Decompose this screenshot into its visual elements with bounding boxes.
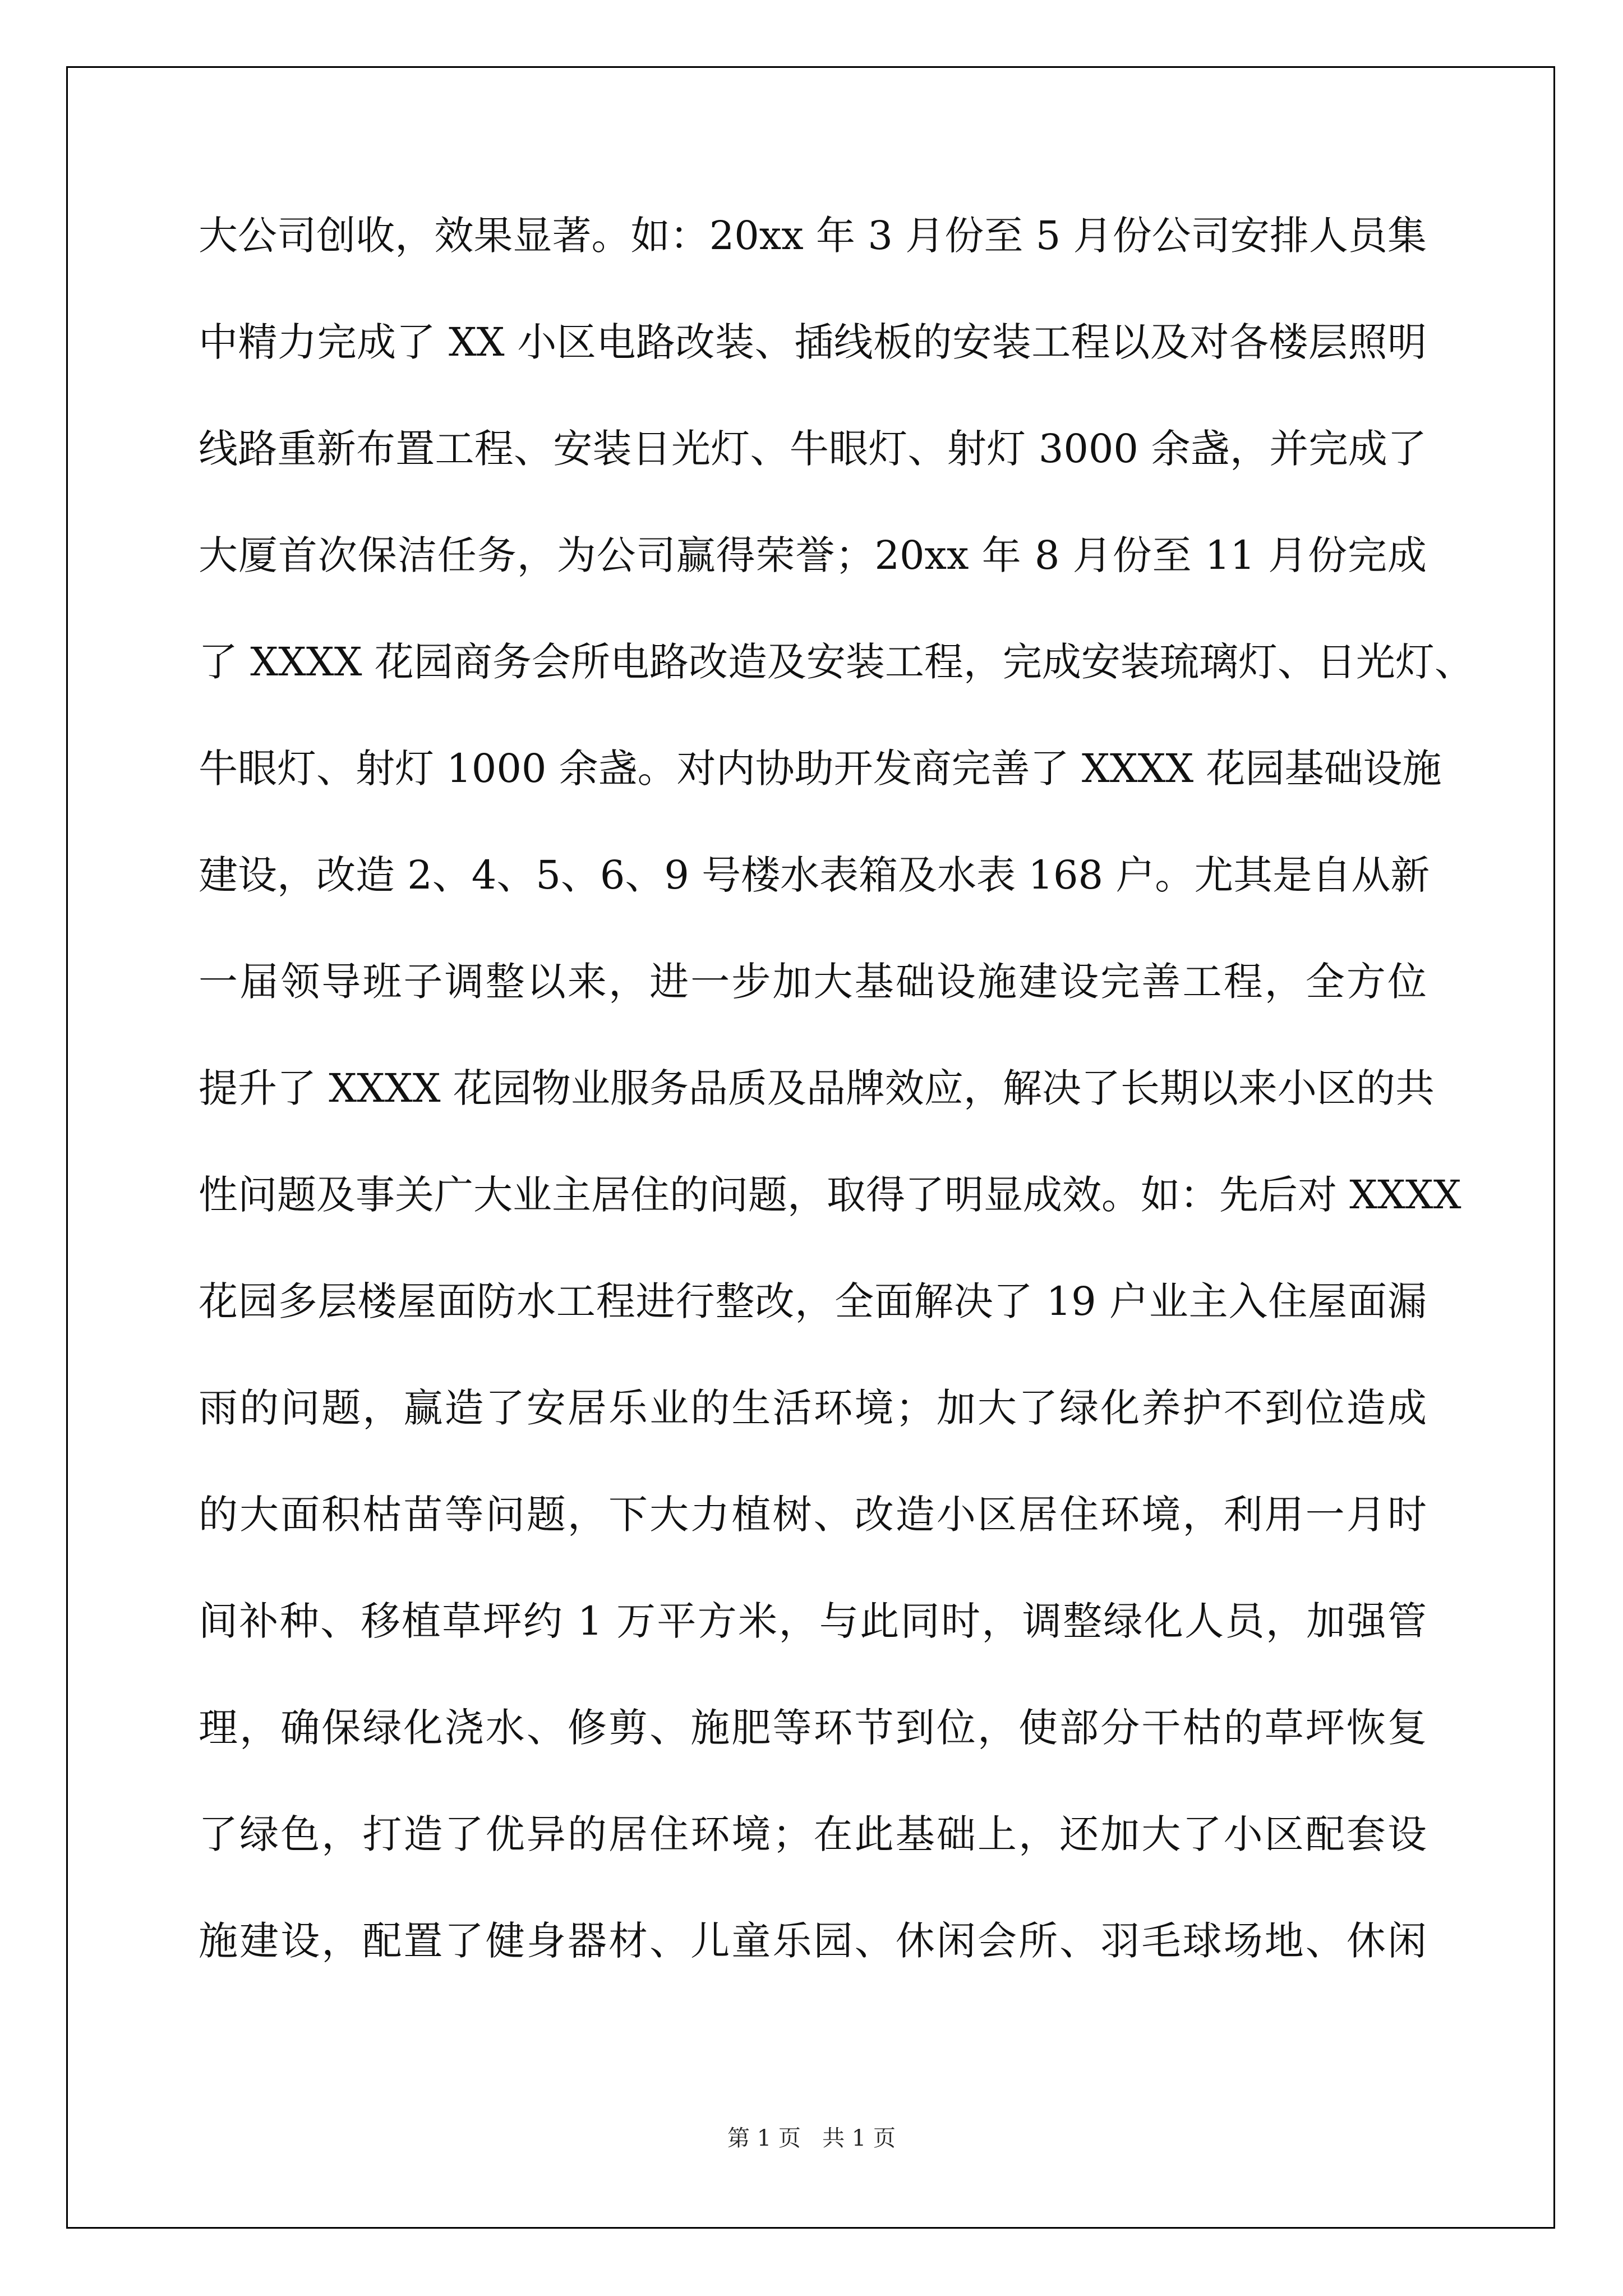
text-line: 牛眼灯、射灯 1000 余盏。对内协助开发商完善了 XXXX 花园基础设施 xyxy=(199,746,1442,792)
text-line: 理，确保绿化浇水、修剪、施肥等环节到位，使部分干枯的草坪恢复 xyxy=(199,1705,1427,1751)
document-body xyxy=(199,213,1474,2028)
text-line: 了绿色，打造了优异的居住环境；在此基础上，还加大了小区配套设 xyxy=(199,1811,1427,1857)
text-line: 提升了 XXXX 花园物业服务品质及品牌效应，解决了长期以来小区的共 xyxy=(199,1065,1435,1111)
text-line: 雨的问题，赢造了安居乐业的生活环境；加大了绿化养护不到位造成 xyxy=(199,1385,1427,1431)
text-line: 的大面积枯苗等问题，下大力植树、改造小区居住环境，利用一月时 xyxy=(199,1492,1427,1538)
text-line: 间补种、移植草坪约 1 万平方米，与此同时，调整绿化人员，加强管 xyxy=(199,1598,1427,1644)
text-line: 线路重新布置工程、安装日光灯、牛眼灯、射灯 3000 余盏，并完成了 xyxy=(199,426,1427,472)
text-line: 大公司创收，效果显著。如：20xx 年 3 月份至 5 月份公司安排人员集 xyxy=(199,213,1427,259)
text-line: 大厦首次保洁任务，为公司赢得荣誉；20xx 年 8 月份至 11 月份完成 xyxy=(199,532,1427,578)
text-line: 一届领导班子调整以来，进一步加大基础设施建设完善工程，全方位 xyxy=(199,959,1427,1005)
text-line: 中精力完成了 XX 小区电路改装、插线板的安装工程以及对各楼层照明 xyxy=(199,319,1427,365)
text-line: 了 XXXX 花园商务会所电路改造及安装工程，完成安装琉璃灯、日光灯、 xyxy=(199,639,1474,685)
text-line: 建设，改造 2、4、5、6、9 号楼水表箱及水表 168 户。尤其是自从新 xyxy=(199,852,1430,898)
text-line: 花园多层楼屋面防水工程进行整改，全面解决了 19 户业主入住屋面漏 xyxy=(199,1278,1427,1324)
text-line: 性问题及事关广大业主居住的问题，取得了明显成效。如：先后对 XXXX xyxy=(199,1172,1461,1218)
text-line: 施建设，配置了健身器材、儿童乐园、休闲会所、羽毛球场地、休闲 xyxy=(199,1918,1427,1964)
page-footer: 第 1 页 共 1 页 xyxy=(727,2125,896,2151)
